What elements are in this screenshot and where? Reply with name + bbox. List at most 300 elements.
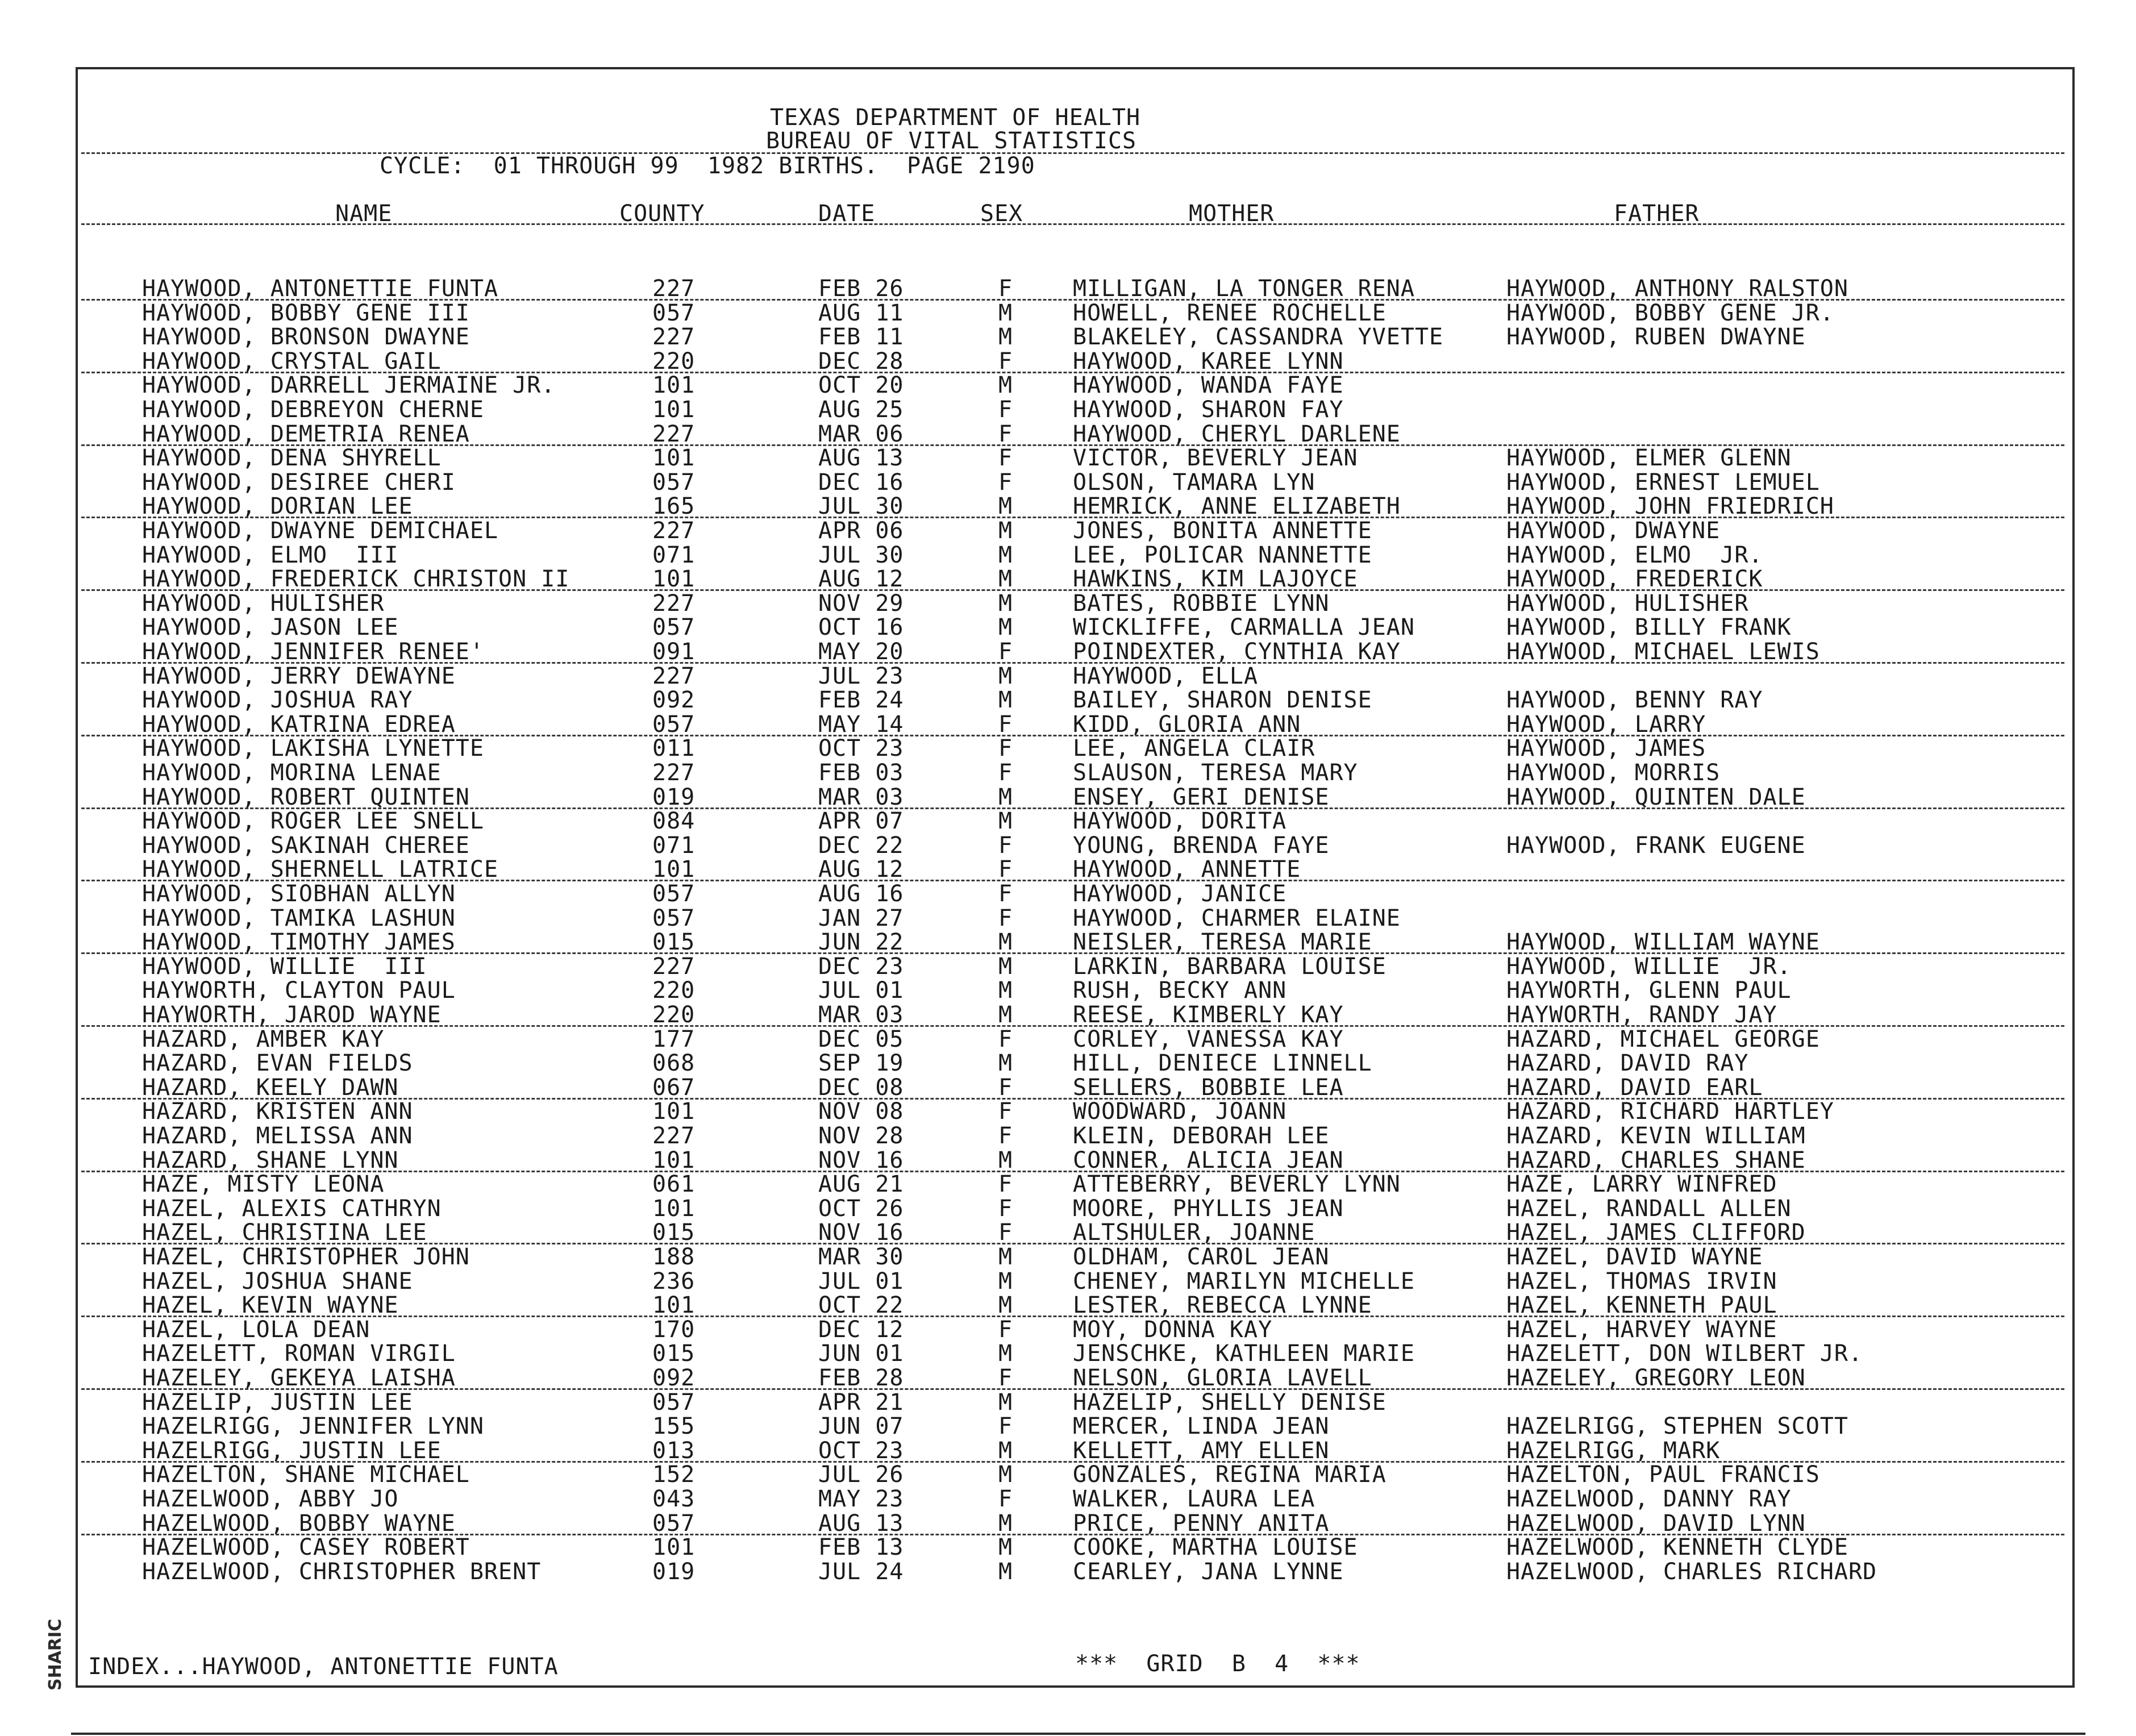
cell-name: HAYWOOD, CRYSTAL GAIL: [142, 348, 442, 374]
cell-mother: JENSCHKE, KATHLEEN MARIE: [1073, 1340, 1415, 1367]
cell-mother: BLAKELEY, CASSANDRA YVETTE: [1073, 324, 1444, 351]
table-row: [0, 689, 2136, 713]
cell-mother: POINDEXTER, CYNTHIA KAY: [1073, 639, 1401, 665]
cell-county: 101: [652, 856, 696, 883]
table-row: [0, 786, 2136, 810]
cell-county: 101: [652, 1147, 696, 1173]
cell-sex: M: [998, 687, 1013, 714]
cell-name: HAZELWOOD, CASEY ROBERT: [142, 1534, 470, 1561]
cell-mother: LEE, POLICAR NANNETTE: [1073, 542, 1372, 568]
cell-sex: F: [998, 1486, 1013, 1512]
cell-name: HAZARD, AMBER KAY: [142, 1026, 385, 1052]
cell-county: 071: [652, 832, 696, 859]
cell-county: 165: [652, 493, 696, 520]
cell-mother: HEMRICK, ANNE ELIZABETH: [1073, 493, 1401, 520]
cell-date: MAR 30: [818, 1244, 904, 1270]
cell-mother: LESTER, REBECCA LYNNE: [1073, 1292, 1372, 1319]
table-row: [0, 761, 2136, 786]
cell-county: 057: [652, 711, 696, 738]
cell-father: HAZEL, KENNETH PAUL: [1506, 1292, 1777, 1319]
cell-name: HAZEL, ALEXIS CATHRYN: [142, 1195, 442, 1222]
table-row: [0, 640, 2136, 665]
cell-mother: HAYWOOD, JANICE: [1073, 881, 1287, 907]
cell-name: HAZELETT, ROMAN VIRGIL: [142, 1340, 456, 1367]
cell-name: HAYWOOD, JENNIFER RENEE': [142, 639, 484, 665]
table-row: [0, 665, 2136, 689]
cell-date: APR 21: [818, 1389, 904, 1416]
cell-sex: M: [998, 518, 1013, 544]
cell-county: 236: [652, 1268, 696, 1294]
cell-mother: HAYWOOD, CHARMER ELAINE: [1073, 905, 1401, 931]
cell-father: HAZELWOOD, KENNETH CLYDE: [1506, 1534, 1848, 1561]
cell-date: NOV 28: [818, 1123, 904, 1149]
cell-county: 227: [652, 760, 696, 786]
table-row: [0, 713, 2136, 738]
cell-father: HAZARD, CHARLES SHANE: [1506, 1147, 1806, 1173]
cell-sex: F: [998, 832, 1013, 859]
cell-date: OCT 20: [818, 372, 904, 399]
footer-index: INDEX...HAYWOOD, ANTONETTIE FUNTA: [88, 1654, 559, 1680]
cell-mother: KLEIN, DEBORAH LEE: [1073, 1123, 1330, 1149]
cell-date: JUL 01: [818, 1268, 904, 1294]
cell-name: HAYWOOD, DESIREE CHERI: [142, 469, 456, 496]
cell-date: JUL 24: [818, 1558, 904, 1585]
cell-sex: F: [998, 711, 1013, 738]
cell-name: HAZARD, KRISTEN ANN: [142, 1098, 413, 1125]
cell-mother: SLAUSON, TERESA MARY: [1073, 760, 1358, 786]
cell-county: 015: [652, 929, 696, 956]
agency-title: TEXAS DEPARTMENT OF HEALTH: [770, 105, 1141, 131]
cell-date: APR 07: [818, 808, 904, 835]
cell-name: HAYWOOD, DARRELL JERMAINE JR.: [142, 372, 556, 399]
cell-sex: M: [998, 566, 1013, 593]
cell-county: 084: [652, 808, 696, 835]
table-row: [0, 350, 2136, 374]
cell-date: AUG 12: [818, 566, 904, 593]
cell-father: HAYWOOD, LARRY: [1506, 711, 1706, 738]
cell-name: HAZEL, JOSHUA SHANE: [142, 1268, 413, 1294]
cell-sex: M: [998, 493, 1013, 520]
cell-county: 057: [652, 299, 696, 326]
table-row: [0, 1488, 2136, 1512]
column-header-father: FATHER: [1614, 201, 1700, 227]
cell-county: 101: [652, 1098, 696, 1125]
cell-mother: MILLIGAN, LA TONGER RENA: [1073, 276, 1415, 302]
cell-father: HAZEL, THOMAS IRVIN: [1506, 1268, 1777, 1294]
cell-county: 057: [652, 614, 696, 641]
cell-county: 227: [652, 324, 696, 351]
cell-sex: F: [998, 421, 1013, 447]
table-row: [0, 1052, 2136, 1076]
cell-father: HAZARD, DAVID EARL: [1506, 1074, 1763, 1101]
cell-date: AUG 13: [818, 445, 904, 472]
cell-name: HAYWOOD, KATRINA EDREA: [142, 711, 456, 738]
cell-mother: CONNER, ALICIA JEAN: [1073, 1147, 1344, 1173]
cell-date: FEB 13: [818, 1534, 904, 1561]
cell-date: JUL 30: [818, 493, 904, 520]
cell-mother: HAYWOOD, SHARON FAY: [1073, 397, 1344, 423]
cell-father: HAZARD, RICHARD HARTLEY: [1506, 1098, 1834, 1125]
cell-name: HAYWOOD, ELMO III: [142, 542, 399, 568]
cell-father: HAZEL, JAMES CLIFFORD: [1506, 1219, 1806, 1246]
cell-name: HAYWOOD, DORIAN LEE: [142, 493, 413, 520]
cell-father: HAYWOOD, QUINTEN DALE: [1506, 784, 1806, 810]
cell-sex: M: [998, 1534, 1013, 1561]
footer-grid: *** GRID B 4 ***: [1075, 1651, 1360, 1677]
cell-mother: MOY, DONNA KAY: [1073, 1316, 1273, 1343]
cell-date: JUL 26: [818, 1462, 904, 1488]
table-row: [0, 1221, 2136, 1246]
cell-county: 057: [652, 469, 696, 496]
cell-date: DEC 22: [818, 832, 904, 859]
cell-name: HAYWOOD, BRONSON DWAYNE: [142, 324, 470, 351]
cell-date: AUG 21: [818, 1171, 904, 1198]
table-row: [0, 1391, 2136, 1416]
cell-date: JUL 01: [818, 977, 904, 1004]
cell-county: 092: [652, 687, 696, 714]
cell-date: FEB 28: [818, 1365, 904, 1391]
cell-sex: M: [998, 1292, 1013, 1319]
table-row: [0, 737, 2136, 761]
cell-date: SEP 19: [818, 1050, 904, 1077]
table-row: [0, 1536, 2136, 1560]
cell-mother: KELLETT, AMY ELLEN: [1073, 1437, 1330, 1464]
table-row: [0, 299, 2136, 326]
cell-date: DEC 12: [818, 1316, 904, 1343]
cell-sex: F: [998, 469, 1013, 496]
cell-mother: HOWELL, RENEE ROCHELLE: [1073, 299, 1386, 326]
cell-mother: ALTSHULER, JOANNE: [1073, 1219, 1315, 1246]
table-row: [0, 447, 2136, 471]
cell-date: DEC 08: [818, 1074, 904, 1101]
table-row: [0, 834, 2136, 859]
cell-county: 068: [652, 1050, 696, 1077]
table-row: [0, 907, 2136, 931]
cell-sex: M: [998, 808, 1013, 835]
cell-mother: CHENEY, MARILYN MICHELLE: [1073, 1268, 1415, 1294]
cell-name: HAYWOOD, DEBREYON CHERNE: [142, 397, 484, 423]
cell-date: AUG 12: [818, 856, 904, 883]
table-row: [0, 544, 2136, 568]
cell-county: 101: [652, 445, 696, 472]
cell-county: 101: [652, 1534, 696, 1561]
table-row: [0, 810, 2136, 834]
table-row: [0, 931, 2136, 955]
cell-mother: COOKE, MARTHA LOUISE: [1073, 1534, 1358, 1561]
cell-father: HAYWOOD, RUBEN DWAYNE: [1506, 324, 1806, 351]
cell-father: HAYWOOD, ERNEST LEMUEL: [1506, 469, 1820, 496]
cell-date: JUN 01: [818, 1340, 904, 1367]
cell-date: NOV 08: [818, 1098, 904, 1125]
cell-mother: WICKLIFFE, CARMALLA JEAN: [1073, 614, 1415, 641]
cell-mother: ENSEY, GERI DENISE: [1073, 784, 1330, 810]
cell-sex: M: [998, 977, 1013, 1004]
cell-name: HAZELWOOD, BOBBY WAYNE: [142, 1510, 456, 1537]
cell-name: HAYWOOD, ROGER LEE SNELL: [142, 808, 484, 835]
cell-mother: SELLERS, BOBBIE LEA: [1073, 1074, 1344, 1101]
cell-county: 101: [652, 397, 696, 423]
table-row: [0, 1100, 2136, 1125]
cell-name: HAYWOOD, SHERNELL LATRICE: [142, 856, 499, 883]
cell-date: JUL 23: [818, 663, 904, 689]
cell-date: OCT 23: [818, 735, 904, 762]
cell-sex: M: [998, 929, 1013, 956]
table-row: [0, 568, 2136, 592]
cell-father: HAZELWOOD, CHARLES RICHARD: [1506, 1558, 1877, 1585]
table-row: [0, 1560, 2136, 1585]
cell-county: 015: [652, 1340, 696, 1367]
cell-date: JUN 22: [818, 929, 904, 956]
cell-county: 092: [652, 1365, 696, 1391]
cell-sex: F: [998, 1123, 1013, 1149]
cell-mother: GONZALES, REGINA MARIA: [1073, 1462, 1386, 1488]
cell-father: HAYWOOD, DWAYNE: [1506, 518, 1721, 544]
cell-father: HAZELRIGG, MARK: [1506, 1437, 1721, 1464]
cycle-line: CYCLE: 01 THROUGH 99 1982 BIRTHS. PAGE 2190: [380, 153, 1035, 179]
cell-date: FEB 03: [818, 760, 904, 786]
cell-sex: F: [998, 1365, 1013, 1391]
cell-county: 227: [652, 590, 696, 617]
cell-county: 061: [652, 1171, 696, 1198]
cell-sex: M: [998, 372, 1013, 399]
table-row: [0, 592, 2136, 617]
cell-name: HAZEL, LOLA DEAN: [142, 1316, 370, 1343]
cell-sex: F: [998, 1413, 1013, 1440]
cell-mother: REESE, KIMBERLY KAY: [1073, 1002, 1344, 1028]
cell-sex: F: [998, 881, 1013, 907]
cell-mother: LARKIN, BARBARA LOUISE: [1073, 953, 1386, 980]
cell-county: 091: [652, 639, 696, 665]
cell-mother: WALKER, LAURA LEA: [1073, 1486, 1315, 1512]
cell-county: 220: [652, 977, 696, 1004]
cell-county: 057: [652, 905, 696, 931]
cell-county: 227: [652, 518, 696, 544]
cell-father: HAZEL, RANDALL ALLEN: [1506, 1195, 1792, 1222]
side-stamp: SHARIC: [45, 1618, 65, 1691]
cell-date: OCT 22: [818, 1292, 904, 1319]
table-row: [0, 1294, 2136, 1318]
cell-name: HAZELRIGG, JENNIFER LYNN: [142, 1413, 484, 1440]
table-row: [0, 1367, 2136, 1391]
cell-name: HAZELTON, SHANE MICHAEL: [142, 1462, 470, 1488]
cell-date: MAR 03: [818, 1002, 904, 1028]
cell-father: HAYWOOD, BENNY RAY: [1506, 687, 1763, 714]
cell-sex: M: [998, 1462, 1013, 1488]
cell-mother: NEISLER, TERESA MARIE: [1073, 929, 1372, 956]
cell-name: HAZARD, KEELY DAWN: [142, 1074, 399, 1101]
cell-name: HAYWOOD, WILLIE III: [142, 953, 427, 980]
cell-name: HAZARD, MELISSA ANN: [142, 1123, 413, 1149]
table-row: [0, 979, 2136, 1004]
cell-name: HAZARD, EVAN FIELDS: [142, 1050, 413, 1077]
cell-county: 071: [652, 542, 696, 568]
cell-county: 177: [652, 1026, 696, 1052]
table-row: [0, 1149, 2136, 1173]
cell-sex: F: [998, 905, 1013, 931]
cell-sex: M: [998, 1340, 1013, 1367]
table-row: [0, 423, 2136, 447]
cell-father: HAZEL, HARVEY WAYNE: [1506, 1316, 1777, 1343]
cell-sex: M: [998, 1437, 1013, 1464]
table-row: [0, 1125, 2136, 1149]
cell-father: HAYWORTH, GLENN PAUL: [1506, 977, 1792, 1004]
cell-mother: OLDHAM, CAROL JEAN: [1073, 1244, 1330, 1270]
cell-date: OCT 26: [818, 1195, 904, 1222]
cell-sex: F: [998, 348, 1013, 374]
cell-father: HAYWOOD, WILLIAM WAYNE: [1506, 929, 1820, 956]
cell-father: HAYWOOD, ANTHONY RALSTON: [1506, 276, 1848, 302]
cell-name: HAYWOOD, JERRY DEWAYNE: [142, 663, 456, 689]
cell-date: JAN 27: [818, 905, 904, 931]
cell-sex: M: [998, 953, 1013, 980]
cell-father: HAYWOOD, FRANK EUGENE: [1506, 832, 1806, 859]
table-row: [0, 1415, 2136, 1439]
cell-sex: F: [998, 276, 1013, 302]
cell-father: HAZARD, KEVIN WILLIAM: [1506, 1123, 1806, 1149]
table-row: [0, 471, 2136, 496]
table-row: [0, 1463, 2136, 1488]
cell-name: HAYWOOD, LAKISHA LYNETTE: [142, 735, 484, 762]
cell-county: 220: [652, 1002, 696, 1028]
table-row: [0, 858, 2136, 882]
cell-mother: VICTOR, BEVERLY JEAN: [1073, 445, 1358, 472]
cell-sex: F: [998, 1074, 1013, 1101]
cell-mother: HAWKINS, KIM LAJOYCE: [1073, 566, 1358, 593]
table-row: [0, 1439, 2136, 1464]
cell-mother: ATTEBERRY, BEVERLY LYNN: [1073, 1171, 1401, 1198]
table-row: [0, 1173, 2136, 1197]
cell-county: 067: [652, 1074, 696, 1101]
cell-name: HAYWOOD, FREDERICK CHRISTON II: [142, 566, 570, 593]
cell-name: HAYWOOD, DEMETRIA RENEA: [142, 421, 470, 447]
cell-county: 101: [652, 1292, 696, 1319]
cell-sex: M: [998, 1050, 1013, 1077]
cell-sex: F: [998, 735, 1013, 762]
cell-mother: HAYWOOD, ELLA: [1073, 663, 1259, 689]
cell-sex: M: [998, 1389, 1013, 1416]
cell-mother: HILL, DENIECE LINNELL: [1073, 1050, 1372, 1077]
cell-mother: CORLEY, VANESSA KAY: [1073, 1026, 1344, 1052]
cell-sex: F: [998, 1219, 1013, 1246]
cell-county: 227: [652, 1123, 696, 1149]
table-row: [0, 326, 2136, 350]
table-row: [0, 1318, 2136, 1343]
cell-sex: M: [998, 542, 1013, 568]
cell-father: HAYWOOD, BILLY FRANK: [1506, 614, 1792, 641]
cell-sex: M: [998, 324, 1013, 351]
cell-name: HAZE, MISTY LEONA: [142, 1171, 385, 1198]
cell-name: HAYWOOD, SIOBHAN ALLYN: [142, 881, 456, 907]
table-row: [0, 1270, 2136, 1294]
cell-county: 101: [652, 372, 696, 399]
cell-sex: M: [998, 1002, 1013, 1028]
cell-father: HAZARD, DAVID RAY: [1506, 1050, 1749, 1077]
table-row: [0, 1197, 2136, 1222]
cell-mother: MOORE, PHYLLIS JEAN: [1073, 1195, 1344, 1222]
cell-sex: M: [998, 614, 1013, 641]
table-row: [0, 882, 2136, 907]
cell-date: FEB 26: [818, 276, 904, 302]
cell-county: 220: [652, 348, 696, 374]
cell-mother: HAYWOOD, CHERYL DARLENE: [1073, 421, 1401, 447]
cell-date: MAR 03: [818, 784, 904, 810]
cell-sex: M: [998, 590, 1013, 617]
cell-name: HAYWOOD, TIMOTHY JAMES: [142, 929, 456, 956]
cell-county: 019: [652, 784, 696, 810]
cell-county: 011: [652, 735, 696, 762]
cell-father: HAZELRIGG, STEPHEN SCOTT: [1506, 1413, 1848, 1440]
cell-mother: BATES, ROBBIE LYNN: [1073, 590, 1330, 617]
cell-father: HAYWOOD, MICHAEL LEWIS: [1506, 639, 1820, 665]
table-row: [0, 519, 2136, 544]
cell-county: 155: [652, 1413, 696, 1440]
table-row: [0, 1342, 2136, 1367]
cell-mother: KIDD, GLORIA ANN: [1073, 711, 1301, 738]
cell-mother: HAYWOOD, WANDA FAYE: [1073, 372, 1344, 399]
cell-date: MAR 06: [818, 421, 904, 447]
cell-father: HAZELTON, PAUL FRANCIS: [1506, 1462, 1820, 1488]
cell-name: HAYWOOD, DENA SHYRELL: [142, 445, 442, 472]
cell-name: HAYWORTH, CLAYTON PAUL: [142, 977, 456, 1004]
column-header-county: COUNTY: [619, 201, 705, 227]
cell-county: 227: [652, 421, 696, 447]
cell-date: JUL 30: [818, 542, 904, 568]
cell-date: AUG 16: [818, 881, 904, 907]
cell-father: HAYWOOD, ELMO JR.: [1506, 542, 1763, 568]
cell-father: HAZARD, MICHAEL GEORGE: [1506, 1026, 1820, 1052]
cell-name: HAYWOOD, HULISHER: [142, 590, 385, 617]
cell-sex: F: [998, 856, 1013, 883]
cell-date: FEB 11: [818, 324, 904, 351]
cell-date: OCT 16: [818, 614, 904, 641]
cell-county: 015: [652, 1219, 696, 1246]
cell-date: NOV 16: [818, 1219, 904, 1246]
cell-name: HAZELWOOD, ABBY JO: [142, 1486, 399, 1512]
cell-date: DEC 05: [818, 1026, 904, 1052]
cell-sex: M: [998, 663, 1013, 689]
cell-sex: M: [998, 1244, 1013, 1270]
cell-father: HAZELEY, GREGORY LEON: [1506, 1365, 1806, 1391]
table-row: [0, 1004, 2136, 1028]
cell-name: HAYWOOD, MORINA LENAE: [142, 760, 442, 786]
cell-county: 101: [652, 1195, 696, 1222]
cell-county: 019: [652, 1558, 696, 1585]
cell-name: HAYWOOD, JOSHUA RAY: [142, 687, 413, 714]
table-row: [0, 1246, 2136, 1270]
table-row: [0, 374, 2136, 398]
column-header-date: DATE: [818, 201, 876, 227]
cell-county: 170: [652, 1316, 696, 1343]
cell-sex: F: [998, 1316, 1013, 1343]
cell-date: FEB 24: [818, 687, 904, 714]
cell-county: 057: [652, 1510, 696, 1537]
cell-mother: HAYWOOD, DORITA: [1073, 808, 1287, 835]
cell-father: HAYWOOD, JOHN FRIEDRICH: [1506, 493, 1834, 520]
cell-father: HAYWOOD, JAMES: [1506, 735, 1706, 762]
cell-sex: M: [998, 1268, 1013, 1294]
cell-name: HAYWOOD, DWAYNE DEMICHAEL: [142, 518, 499, 544]
cell-father: HAYWOOD, HULISHER: [1506, 590, 1749, 617]
cell-sex: M: [998, 299, 1013, 326]
cell-mother: HAYWOOD, ANNETTE: [1073, 856, 1301, 883]
cell-county: 101: [652, 566, 696, 593]
cell-father: HAYWOOD, FREDERICK: [1506, 566, 1763, 593]
cell-sex: F: [998, 639, 1013, 665]
cell-county: 227: [652, 663, 696, 689]
cell-county: 057: [652, 881, 696, 907]
cell-date: AUG 11: [818, 299, 904, 326]
cell-county: 227: [652, 953, 696, 980]
